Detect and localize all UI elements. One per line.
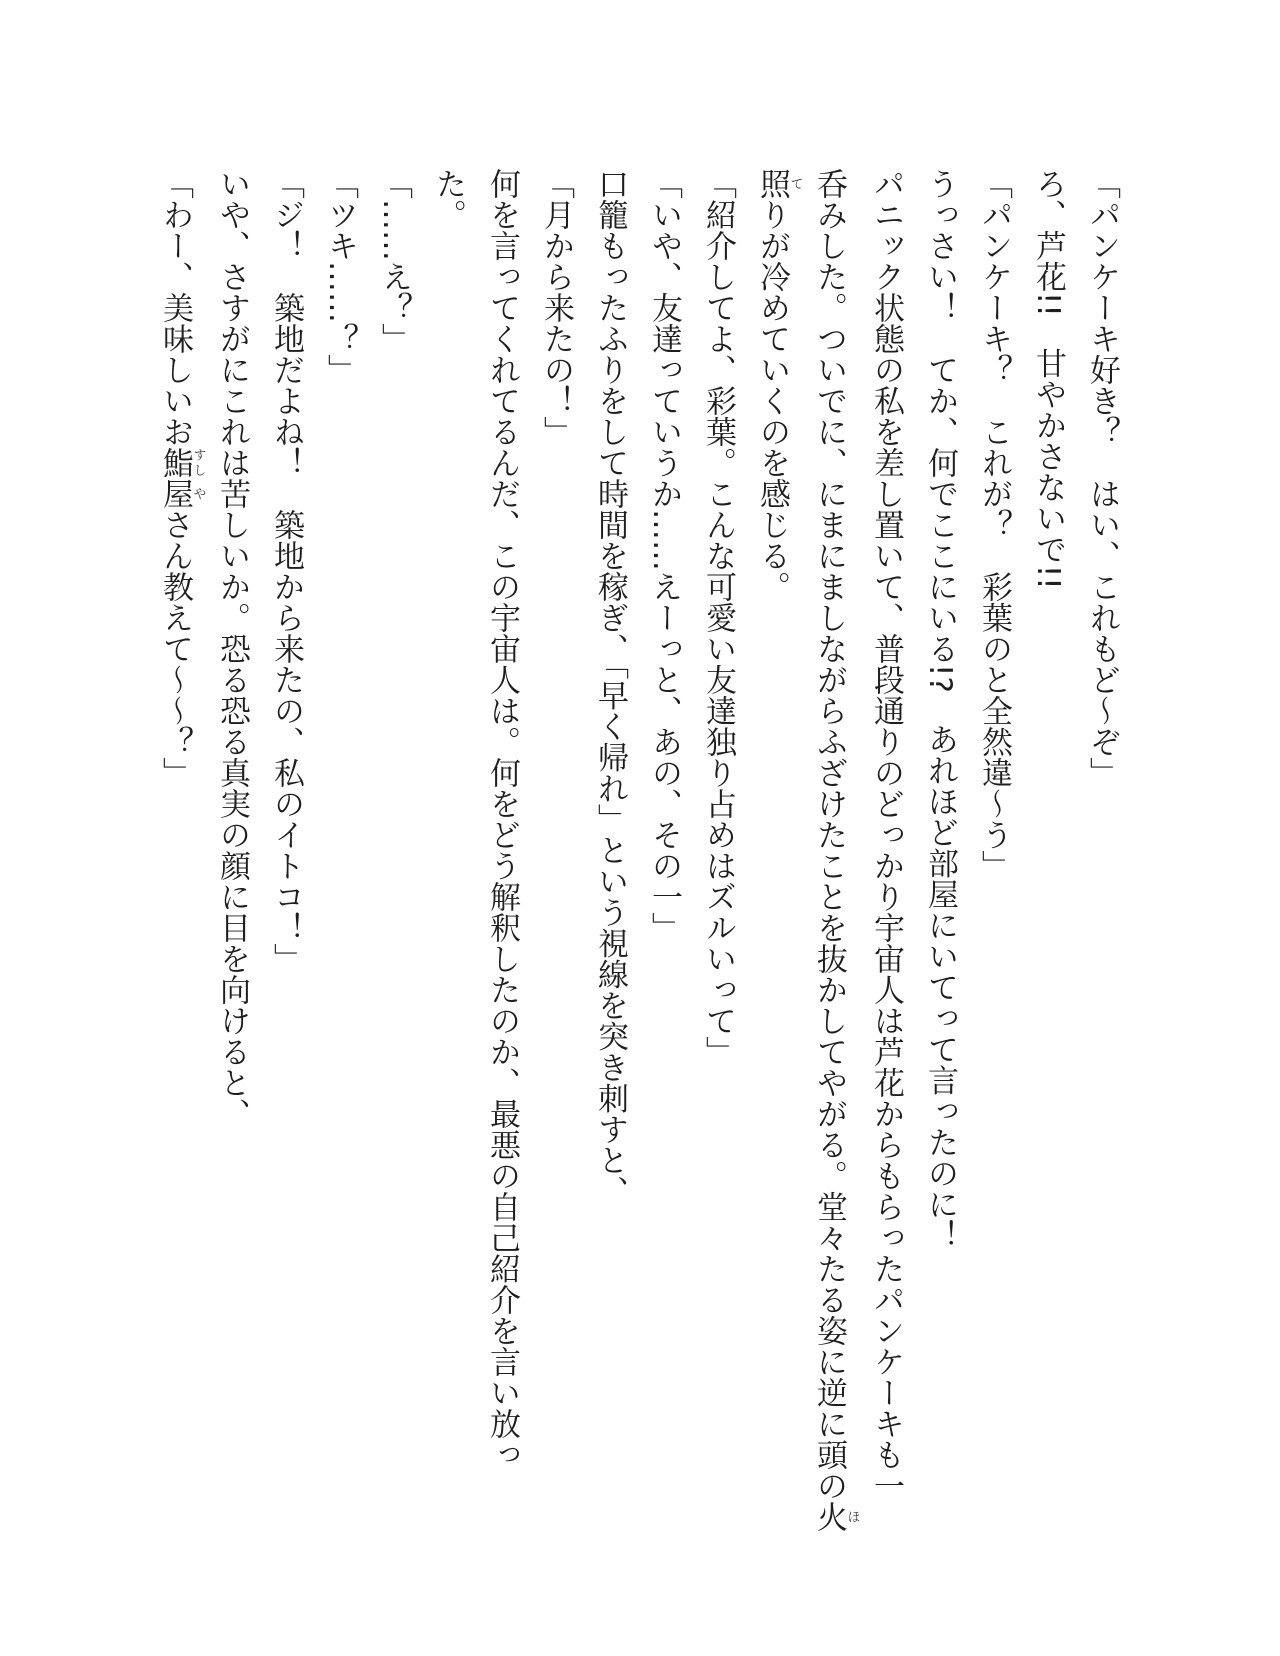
text-column-1: 「パンケーキ好き？ はい、これもど〜ぞ」 [1084,168,1120,788]
text-column-16: 「ジ！ 築地だよね！ 築地から来たの、私のイトコ！」 [268,168,304,974]
text-column-13: た。 [430,168,466,230]
column-text: 「わー、美味しいお [157,168,193,447]
ruby-annotation [754,168,803,199]
text-column-3: 「パンケーキ？ これが？ 彩葉のと全然違〜う」 [976,168,1012,881]
column-text: りが冷めていくのを感じる。 [754,199,790,602]
text-column-8: 「紹介してよ、彩葉。こんな可愛い友達独り占めはズルいって」 [700,168,736,1067]
text-column-9: 「いや、友達っていうか……えーっと、あの、その一」 [646,168,682,943]
text-column-17: いや、さすがにこれは苦しいか。恐る恐る真実の顔に目を向けると、 [214,168,250,1129]
ruby-reading: ほ [844,1501,860,1532]
text-column-15: 「ツキ……？」 [322,168,358,385]
ruby-reading: や [190,478,206,509]
text-column-12: 何を言ってくれてるんだ、この宇宙人は。何をどう解釈したのか、最悪の自己紹介を言い放っ [484,168,520,1470]
column-text: 呑みした。ついでに、にまにましながらふざけたことを抜かしてやがる。堂々たる姿に逆に頭の [811,168,847,1501]
text-column-14: 「……え？」 [376,168,412,354]
ruby-base: 火 [811,1501,847,1532]
ruby-annotation [811,1501,860,1532]
ruby-reading: て [787,168,803,199]
text-column-6 [802,168,859,1548]
text-column-18 [148,168,205,1548]
text-column-4: うっさい！ てか、何でここにいる!? あれほど部屋にいてって言ったのに！ [922,168,958,1251]
text-column-10: 口籠もったふりをして時間を稼ぎ、「早く帰れ」という視線を突き刺すと、 [592,168,628,1207]
text-column-5: パニック状態の私を差し置いて、普段通りのどっかり宇宙人は芦花からもらったパンケーキも一 [868,168,904,1501]
text-column-2: ろ、芦花!! 甘やかさないで!! [1030,168,1066,590]
ruby-base: 鮨 [157,447,193,478]
ruby-base: 屋 [157,478,193,509]
text-column-7 [745,168,802,1548]
text-column-11: 「月から来たの！」 [538,168,574,447]
vertical-novel-text [148,168,1129,1548]
ruby-base: 照 [754,168,790,199]
ruby-reading: すし [190,447,206,478]
ruby-annotation [157,447,206,509]
column-text: さん教えて〜〜？」 [157,509,193,788]
